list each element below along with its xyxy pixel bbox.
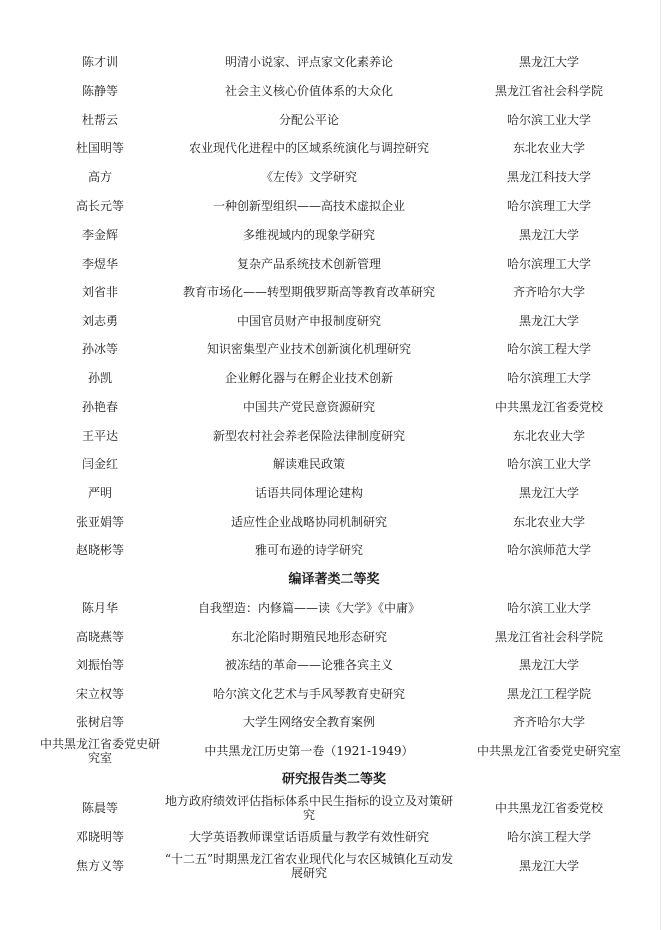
institution-cell: 中共黑龙江省委党校 (494, 801, 603, 815)
institution-cell: 东北农业大学 (512, 141, 585, 155)
author-cell: 李煜华 (81, 257, 118, 271)
institution-cell: 黑龙江大学 (518, 486, 579, 500)
title-cell: 大学生网络安全教育案例 (242, 715, 375, 729)
institution-cell: 黑龙江省社会科学院 (494, 630, 603, 644)
title-cell: 社会主义核心价值体系的大众化 (224, 84, 393, 98)
title-cell: 哈尔滨文化艺术与手风琴教育史研究 (212, 687, 405, 701)
author-cell: 刘省非 (81, 285, 118, 299)
title-cell: 中国官员财产申报制度研究 (236, 314, 381, 328)
title-cell: 多维视域内的现象学研究 (242, 228, 375, 242)
title-cell: 复杂产品系统技术创新管理 (236, 257, 381, 271)
institution-cell: 哈尔滨工业大学 (506, 601, 591, 615)
institution-cell: 黑龙江大学 (518, 658, 579, 672)
author-cell: 闫金红 (81, 457, 118, 471)
institution-cell: 东北农业大学 (512, 515, 585, 529)
section-heading-translation: 编译著类二等奖 (288, 572, 380, 587)
institution-cell: 黑龙江大学 (518, 55, 579, 69)
title-cell: 地方政府绩效评估指标体系中民生指标的设立及对策研究 (164, 794, 453, 822)
institution-cell: 哈尔滨工程大学 (506, 342, 591, 356)
institution-cell: 黑龙江大学 (518, 859, 579, 873)
title-cell: 自我塑造：内修篇——读《大学》《中庸》 (197, 601, 420, 615)
title-cell: 被冻结的革命——论雅各宾主义 (224, 658, 393, 672)
author-cell: 高方 (87, 170, 112, 184)
institution-cell: 哈尔滨工业大学 (506, 457, 591, 471)
author-cell: 高晓燕等 (75, 630, 124, 644)
title-cell: 雅可布逊的诗学研究 (254, 543, 363, 557)
author-cell: 孙艳春 (81, 400, 118, 414)
title-cell: 新型农村社会养老保险法律制度研究 (212, 429, 405, 443)
title-cell: 适应性企业战略协同机制研究 (230, 515, 387, 529)
title-cell: 企业孵化器与在孵企业技术创新 (224, 371, 393, 385)
institution-cell: 东北农业大学 (512, 429, 585, 443)
author-cell: 王平达 (81, 429, 118, 443)
author-cell: 李金辉 (81, 228, 118, 242)
title-cell: 大学英语教师课堂话语质量与教学有效性研究 (188, 830, 429, 844)
author-cell: 高长元等 (75, 199, 124, 213)
institution-cell: 黑龙江工程学院 (506, 687, 591, 701)
title-cell: 解读难民政策 (272, 457, 345, 471)
title-cell: 中共黑龙江历史第一卷（1921-1949） (204, 744, 414, 758)
section-heading-report: 研究报告类二等奖 (281, 772, 386, 787)
author-cell: 刘振怡等 (75, 658, 124, 672)
author-cell: 陈才训 (81, 55, 118, 69)
author-cell: 孙冰等 (81, 342, 118, 356)
title-cell: 中国共产党民意资源研究 (242, 400, 375, 414)
institution-cell: 哈尔滨师范大学 (506, 543, 591, 557)
institution-cell: 黑龙江大学 (518, 314, 579, 328)
scan-edge-line (660, 0, 661, 930)
institution-cell: 中共黑龙江省委党史研究室 (476, 744, 621, 758)
author-cell: 孙凯 (87, 371, 112, 385)
author-cell: 焦方义等 (75, 859, 124, 873)
author-cell: 中共黑龙江省委党史研究室 (40, 737, 161, 765)
author-cell: 杜帮云 (81, 113, 118, 127)
title-cell: “十二五”时期黑龙江省农业现代化与农区城镇化互动发展研究 (164, 852, 454, 880)
title-cell: 话语共同体理论建构 (254, 486, 363, 500)
title-cell: 东北沦陷时期殖民地形态研究 (230, 630, 387, 644)
title-cell: 一种创新型组织——高技术虚拟企业 (212, 199, 405, 213)
author-cell: 赵晓彬等 (75, 543, 124, 557)
institution-cell: 齐齐哈尔大学 (512, 715, 585, 729)
title-cell: 知识密集型产业技术创新演化机理研究 (206, 342, 411, 356)
institution-cell: 哈尔滨理工大学 (506, 371, 591, 385)
author-cell: 陈静等 (81, 84, 118, 98)
author-cell: 邓晓明等 (75, 830, 124, 844)
title-cell: 《左传》文学研究 (260, 170, 357, 184)
institution-cell: 哈尔滨理工大学 (506, 199, 591, 213)
author-cell: 陈晨等 (81, 801, 118, 815)
institution-cell: 哈尔滨工程大学 (506, 830, 591, 844)
institution-cell: 黑龙江省社会科学院 (494, 84, 603, 98)
author-cell: 张树启等 (75, 715, 124, 729)
institution-cell: 齐齐哈尔大学 (512, 285, 585, 299)
title-cell: 明清小说家、评点家文化素养论 (224, 55, 393, 69)
title-cell: 教育市场化——转型期俄罗斯高等教育改革研究 (182, 285, 435, 299)
title-cell: 分配公平论 (278, 113, 339, 127)
title-cell: 农业现代化进程中的区域系统演化与调控研究 (188, 141, 429, 155)
institution-cell: 中共黑龙江省委党校 (494, 400, 603, 414)
institution-cell: 黑龙江科技大学 (506, 170, 591, 184)
author-cell: 严明 (87, 486, 112, 500)
institution-cell: 黑龙江大学 (518, 228, 579, 242)
author-cell: 杜国明等 (75, 141, 124, 155)
author-cell: 刘志勇 (81, 314, 118, 328)
institution-cell: 哈尔滨工业大学 (506, 113, 591, 127)
author-cell: 陈月华 (81, 601, 118, 615)
author-cell: 张亚娟等 (75, 515, 124, 529)
author-cell: 宋立权等 (75, 687, 124, 701)
institution-cell: 哈尔滨理工大学 (506, 257, 591, 271)
